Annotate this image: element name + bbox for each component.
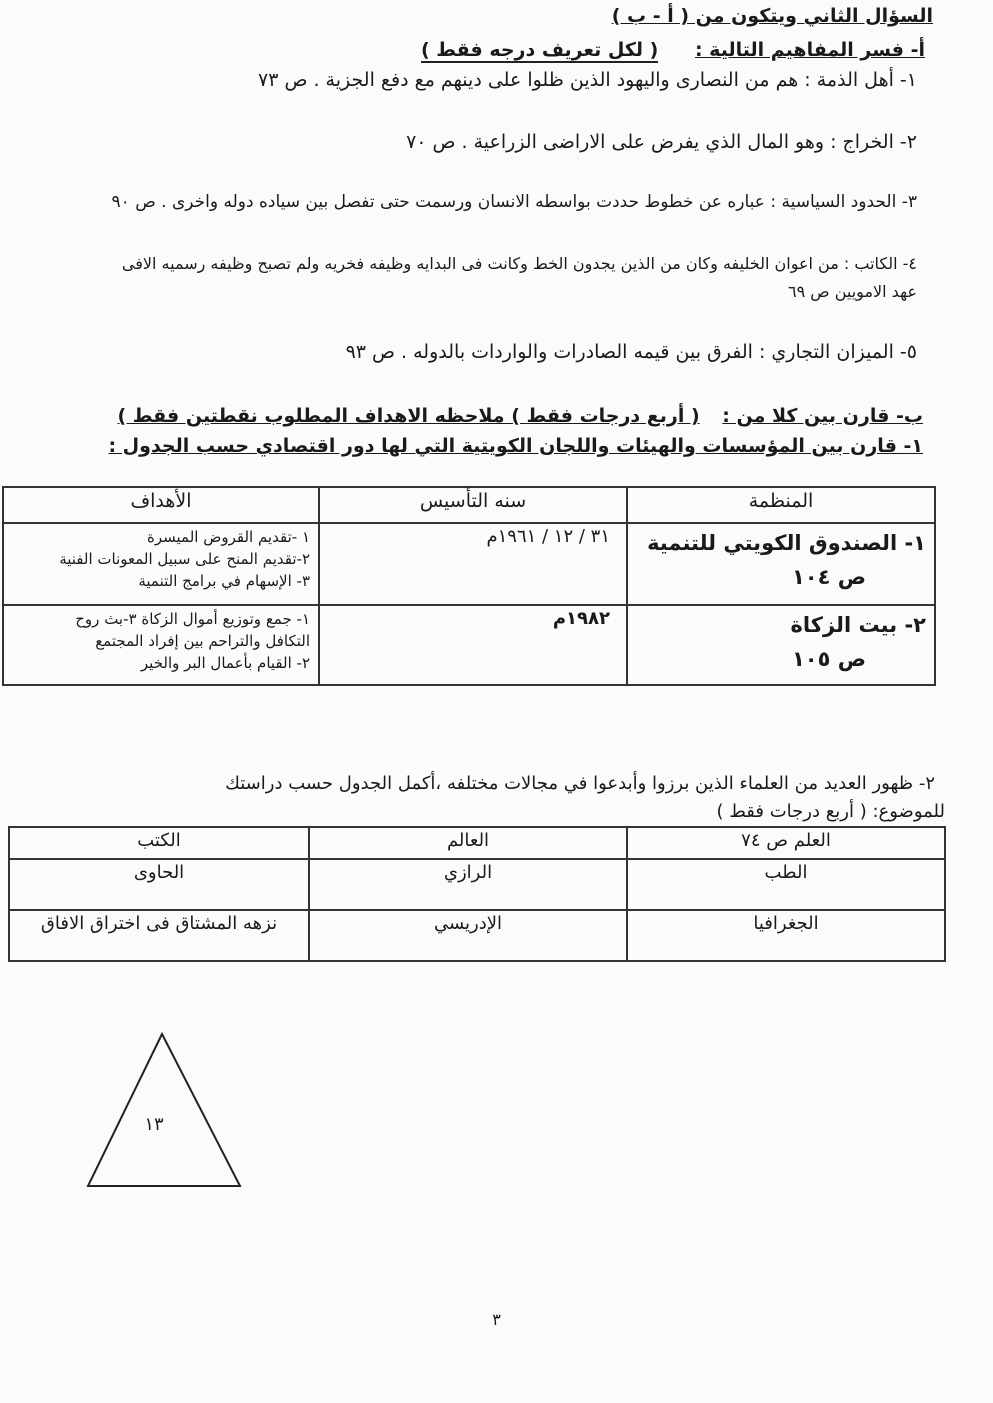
table-row (9, 910, 945, 961)
table-cell: نزهه المشتاق فى اختراق الافاق (9, 910, 309, 961)
goal-item: ٢-تقديم المنح على سبيل المعونات الفنية (59, 550, 310, 568)
goal-item: ١- جمع وتوزيع أموال الزكاة ٣-بث روح (75, 610, 310, 628)
grade-triangle (84, 1030, 244, 1190)
table-header: العالم (309, 827, 627, 859)
part-b-note: ( أربع درجات فقط ) ملاحظه الاهداف المطلوب نقطتين فقط ) (117, 405, 700, 427)
goal-item: التكافل والتراحم بين إفراد المجتمع (95, 632, 310, 650)
kuwait-institutions-table (2, 486, 936, 686)
table-header: الكتب (9, 827, 309, 859)
org-page: ص ١٠٥ (791, 647, 866, 671)
question-title: السؤال الثاني ويتكون من ( أ - ب ) (611, 5, 933, 27)
table-cell: الحاوى (9, 859, 309, 910)
date-cell: ٣١ / ١٢ / ١٩٦١م (319, 523, 627, 605)
definition-1: ١- أهل الذمة : هم من النصارى واليهود الذين ظلوا على دينهم مع دفع الجزية . ص ٧٣ (258, 69, 917, 91)
table-cell: الطب (627, 859, 945, 910)
table-cell: الجغرافيا (627, 910, 945, 961)
table-cell: الرازي (309, 859, 627, 910)
part-b-title-text: ب- قارن بين كلا من : (722, 405, 923, 427)
part-b-q1: ١- قارن بين المؤسسات والهيئات واللجان الكويتية التي لها دور اقتصادي حسب الجدول : (108, 435, 923, 457)
definition-2: ٢- الخراج : وهو المال الذي يفرض على الاراضى الزراعية . ص ٧٠ (406, 131, 917, 153)
definition-5: ٥- الميزان التجاري : الفرق بين قيمه الصادرات والواردات بالدوله . ص ٩٣ (345, 341, 917, 363)
table-header: سنه التأسيس (319, 487, 627, 523)
table-header: الأهداف (3, 487, 319, 523)
date-cell: ١٩٨٢م (319, 605, 627, 685)
table-header: العلم ص ٧٤ (627, 827, 945, 859)
org-page: ص ١٠٤ (791, 565, 866, 589)
part-a-note: ( لكل تعريف درجه فقط ) (420, 39, 659, 61)
goal-item: ٣- الإسهام في برامج التنمية (138, 572, 310, 590)
org-cell (627, 523, 935, 605)
part-a-title (421, 38, 925, 62)
triangle-shape (88, 1034, 240, 1186)
table-row (9, 859, 945, 910)
page-number: ٣ (492, 1310, 501, 1329)
scientists-table (8, 826, 946, 962)
part-b-title (117, 404, 923, 428)
goals-cell (3, 523, 319, 605)
definition-4-cont: عهد الامويين ص ٦٩ (788, 282, 917, 301)
part-a-title-text: أ- فسر المفاهيم التالية : (694, 39, 925, 61)
goal-item: ٢- القيام بأعمال البر والخير (140, 654, 310, 672)
table-header: المنظمة (627, 487, 935, 523)
definition-4: ٤- الكاتب : من اعوان الخليفه وكان من الذين يجدون الخط وكانت فى البدايه وظيفه فخريه ولم تصبح وظيفه رسميه الافى (121, 254, 917, 273)
org-cell (627, 605, 935, 685)
goal-item: ١ -تقديم القروض الميسرة (146, 528, 310, 546)
org-name: ١- الصندوق الكويتي للتنمية (647, 531, 926, 555)
table-header-row (3, 487, 935, 523)
q2-line-1: ٢- ظهور العديد من العلماء الذين برزوا وأبدعوا في مجالات مختلفه ،أكمل الجدول حسب دراستك (225, 773, 935, 794)
table-cell: الإدريسي (309, 910, 627, 961)
q2-line-2: للموضوع: ( أربع درجات فقط ) (716, 801, 945, 822)
table-row (3, 605, 935, 685)
table-row (3, 523, 935, 605)
table-header-row (9, 827, 945, 859)
org-name: ٢- بيت الزكاة (790, 613, 926, 637)
definition-3: ٣- الحدود السياسية : عباره عن خطوط حددت بواسطه الانسان ورسمت حتى تفصل بين سياده دوله واخرى . ص ٩٠ (111, 192, 917, 212)
goals-cell (3, 605, 319, 685)
triangle-score: ١٣ (144, 1114, 164, 1135)
